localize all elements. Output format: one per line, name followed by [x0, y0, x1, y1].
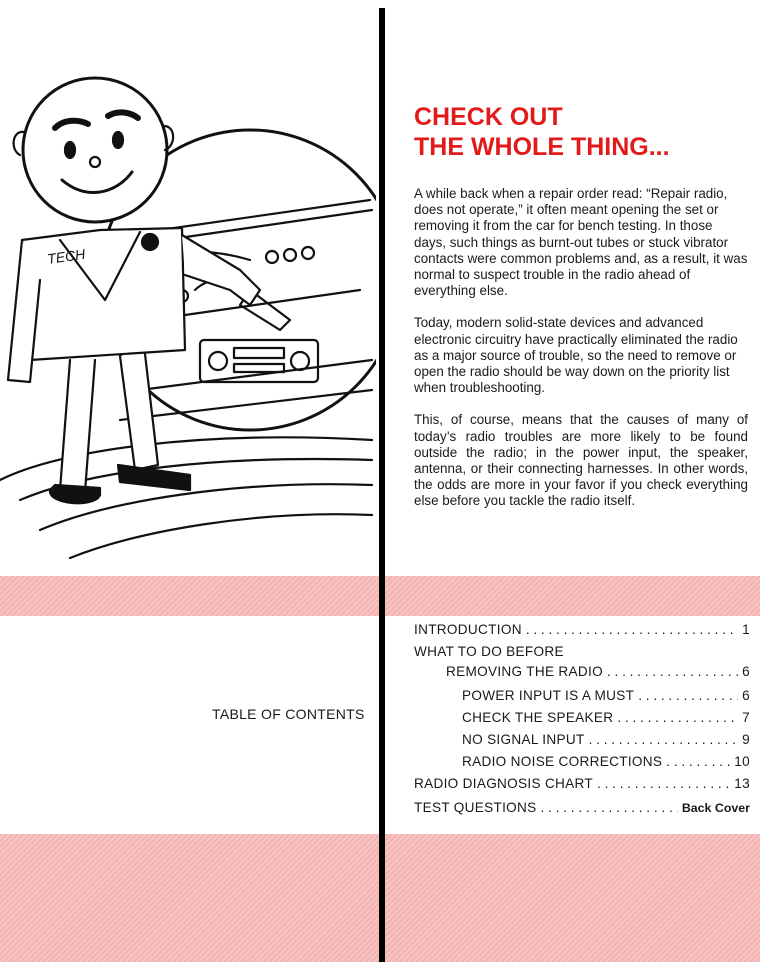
toc-entry-radio-diagnosis-chart: RADIO DIAGNOSIS CHART . . . 13 — [414, 776, 750, 791]
toc-entry-what-to-do-before: WHAT TO DO BEFORE — [414, 644, 564, 659]
toc-entry-no-signal-input: NO SIGNAL INPUT . . . 9 — [462, 732, 750, 747]
toc-entry-removing-the-radio: REMOVING THE RADIO . . . 6 — [446, 664, 750, 679]
body-text — [414, 186, 748, 526]
center-divider — [379, 8, 385, 962]
toc-entry-introduction: INTRODUCTION . . . 1 — [414, 622, 750, 637]
toc-entry-power-input: POWER INPUT IS A MUST . . . 6 — [462, 688, 750, 703]
toc-entry-test-questions: TEST QUESTIONS . . . Back Cover — [414, 800, 750, 815]
headline-line-1: CHECK OUT — [414, 103, 563, 131]
paragraph-1: A while back when a repair order read: “Repair radio, does not operate,” it often meant opening the set or removing it from the car for bench testing. In those days, such things as burnt-out tubes or stuck vibrator contacts were common problems and, as a result, it was normal to suspect trouble in the radio ahead of everything else. — [414, 186, 748, 299]
headline — [414, 102, 744, 162]
toc-entry-radio-noise-corrections: RADIO NOISE CORRECTIONS . . . 10 — [462, 754, 750, 769]
paragraph-2: Today, modern solid-state devices and advanced electronic circuitry have practically eliminated the radio as a major source of trouble, so the need to remove or open the radio should be way down on the priority list when troubleshooting. — [414, 315, 738, 396]
headline-line-2: THE WHOLE THING... — [414, 133, 670, 161]
toc-entry-check-the-speaker: CHECK THE SPEAKER . . . 7 — [462, 710, 750, 725]
tech-mascot-illustration — [0, 60, 376, 560]
tech-badge-text: TECH — [46, 245, 87, 267]
toc-title: TABLE OF CONTENTS — [212, 706, 365, 722]
paragraph-3: This, of course, means that the causes of many of today’s radio troubles are more likely to be found outside the radio; in the power input, the speaker, antenna, or their connecting harnesses. In other words, the odds are more in your favor if you check everything else before you tackle the radio itself. — [414, 412, 748, 509]
